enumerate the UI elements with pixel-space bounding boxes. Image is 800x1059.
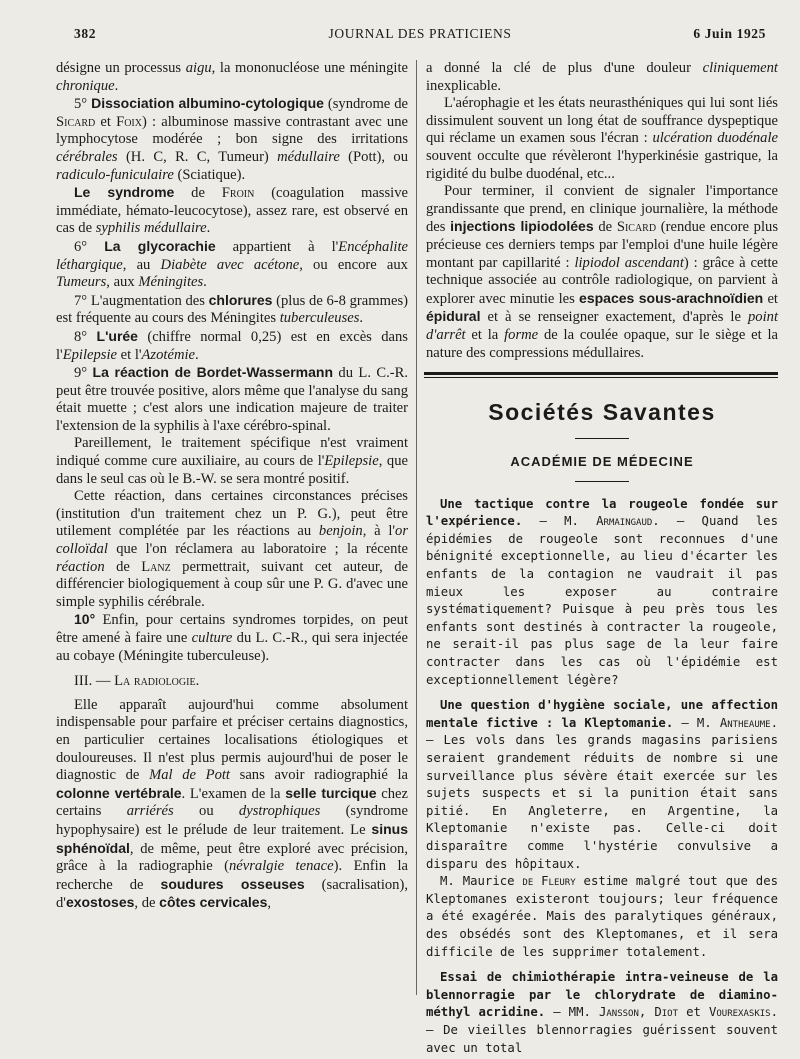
heading-rule: [575, 481, 629, 482]
column-divider: [416, 60, 417, 995]
article-blennorragie: [426, 969, 778, 1057]
article-text: Une question d'hygiène sociale, une affection mentale fictive : la Kleptomanie. — M. Antheaume. — Les vols dans les grands magasins parisiens seraient grandement réduits de nombre si une surveillance plus sévère était exercée sur les sujets suspects et si la punition était sans pitié. En Angleterre, en Argentine, la Kleptomanie n'existe pas. Celle-ci doit disparaître comme l'hystérie convulsive a disparu des hôpitaux.: [426, 698, 779, 871]
paragraph: 10° Enfin, pour certains syndromes torpides, on peut être amené à faire une culture du L. C.-R., qui sera injectée au cobaye (Méningite tuberculeuse).: [56, 611, 408, 664]
societes-savantes-title: Sociétés Savantes: [488, 399, 716, 426]
right-column: [426, 60, 778, 1057]
title-rule: [575, 438, 629, 439]
paragraph-froin: Le syndrome de Froin (coagulation massive immédiate, hémato-leucocytose), assez rare, est observé en cas de syphilis médullaire.: [56, 184, 408, 237]
academie-heading: ACADÉMIE DE MÉDECINE: [510, 454, 694, 470]
left-column: [56, 60, 408, 913]
paragraph: désigne un processus aigu, la mononucléose une méningite chronique.: [56, 60, 408, 94]
paragraph: Pareillement, le traitement spécifique n'est vraiment indiqué comme cure auxiliaire, au cours de l'Epilepsie, que dans le seul cas où le B.-W. se sera montré positif.: [56, 435, 408, 487]
article-text: Essai de chimiothérapie intra-veineuse de la blennorragie par le chlorydrate de diamino-méthyl acridine. — MM. Jansson, Diot et Vourexaskis. — De vieilles blennorragies guérissent souvent avec un total: [426, 970, 778, 1055]
paragraph-chlorures: 7° L'augmentation des chlorures (plus de 6-8 grammes) est fréquente au cours des Méningites tuberculeuses.: [56, 291, 408, 327]
paragraph: a donné la clé de plus d'une douleur cliniquement inexplicable.: [426, 60, 778, 94]
issue-date: 6 Juin 1925: [693, 26, 766, 41]
paragraph-dissociation: 5° Dissociation albumino-cytologique (syndrome de Sicard et Foix) : albuminose massive contrastant avec une lymphocytose modérée ; bon signe des irritations cérébrales (H. C, R. C, Tumeur) médullaire (Pott), ou radiculo-funiculaire (Sciatique).: [56, 95, 408, 183]
article-rougeole: [426, 496, 778, 690]
paragraph-bordet-wassermann: 9° La réaction de Bordet-Wassermann du L. C.-R. peut être trouvée positive, alors même que l'analyse du sang était muette ; c'est alors une indication majeure de traiter l'extension de la syphilis à l'axe cérébro-spinal.: [56, 364, 408, 434]
section-divider: [424, 372, 778, 378]
paragraph-glycorachie: 6° La glycorachie appartient à l'Encéphalite léthargique, au Diabète avec acétone, ou encore aux Tumeurs, aux Méningites.: [56, 237, 408, 291]
paragraph-uree: 8° L'urée (chiffre normal 0,25) est en excès dans l'Epilepsie et l'Azotémie.: [56, 327, 408, 363]
paragraph: L'aérophagie et les états neurasthéniques qui lui sont liés dissimulent souvent un long état de souffrance dyspeptique qui réclame un examen sous l'écran : ulcération duodénale souvent occulte que révèleront l'hyperkinésie gastrique, la rigidité du bulbe duodénal, etc...: [426, 95, 778, 182]
article-text: M. Maurice de Fleury estime malgré tout que des Kleptomanes existeront toujours; leur fréquence a été exagérée. Mais des paralytiques généraux, des obsédés sont des Kleptomanes, et il sera difficile de les supprimer totalement.: [426, 874, 778, 959]
paragraph: Cette réaction, dans certaines circonstances précises (institution d'un traitement chez un P. G.), peut être utilement complétée par les réactions au benjoin, à l'or colloïdal que l'on réclamera au laboratoire ; la récente réaction de Lanz permettrait, suivant cet auteur, de différencier biologiquement à coup sûr une P. G. d'avec une simple syphilis cérébrale.: [56, 488, 408, 610]
journal-title: JOURNAL DES PRATICIENS: [328, 26, 512, 41]
article-kleptomanie: [426, 697, 778, 961]
paragraph-radiologie: Elle apparaît aujourd'hui comme absolument indispensable pour parfaire et préciser certains diagnostics, en particulier certaines localisations étiologiques et douloureuses. Il n'est plus permis aujourd'hui de poser le diagnostic de Mal de Pott sans avoir radiographié la colonne vertébrale. L'examen de la selle turcique chez certains arriérés ou dystrophiques (syndrome hypophysaire) est le prélude de leur traitement. Le sinus sphénoïdal, de même, peut être exploré avec précision, grâce à la radiographie (névralgie tenace). Enfin la recherche de soudures osseuses (sacralisation), d'exostoses, de côtes cervicales,: [56, 696, 409, 912]
article-text: Une tactique contre la rougeole fondée sur l'expérience. — M. Armaingaud. — Quand les épidémies de rougeole sont reconnues d'une bénignité exceptionnelle, au lieu d'écarter les enfants de la contagion ne vaudrait il pas mieux les exposer au contraire systématiquement? Puisque à peu près tous les enfants sont destinés à contracter la rougeole, ne serait-il pas plus sage de la leur faire contracter dans les cas où l'épidémie est exceptionnellement légère?: [426, 496, 778, 687]
paragraph-lipiodol: Pour terminer, il convient de signaler l'importance grandissante que prend, en clinique journalière, la méthode des injections lipiodolées de Sicard (rendue encore plus précieuse ces derniers temps par l'emploi d'une huile légère montant par capillarité : lipiodol ascendant) : grâce à cette technique associée au contrôle radiologique, on parvient à explorer avec minutie les espaces sous-arachnoïdien et épidural et à se renseigner exactement, d'après le point d'arrêt et la forme de la coulée opaque, sur le siège et la nature des compressions médullaires.: [426, 183, 779, 361]
section-heading-radiologie: III. — La radiologie.: [74, 673, 200, 690]
page-header: [74, 26, 766, 48]
page-number: 382: [74, 26, 97, 41]
